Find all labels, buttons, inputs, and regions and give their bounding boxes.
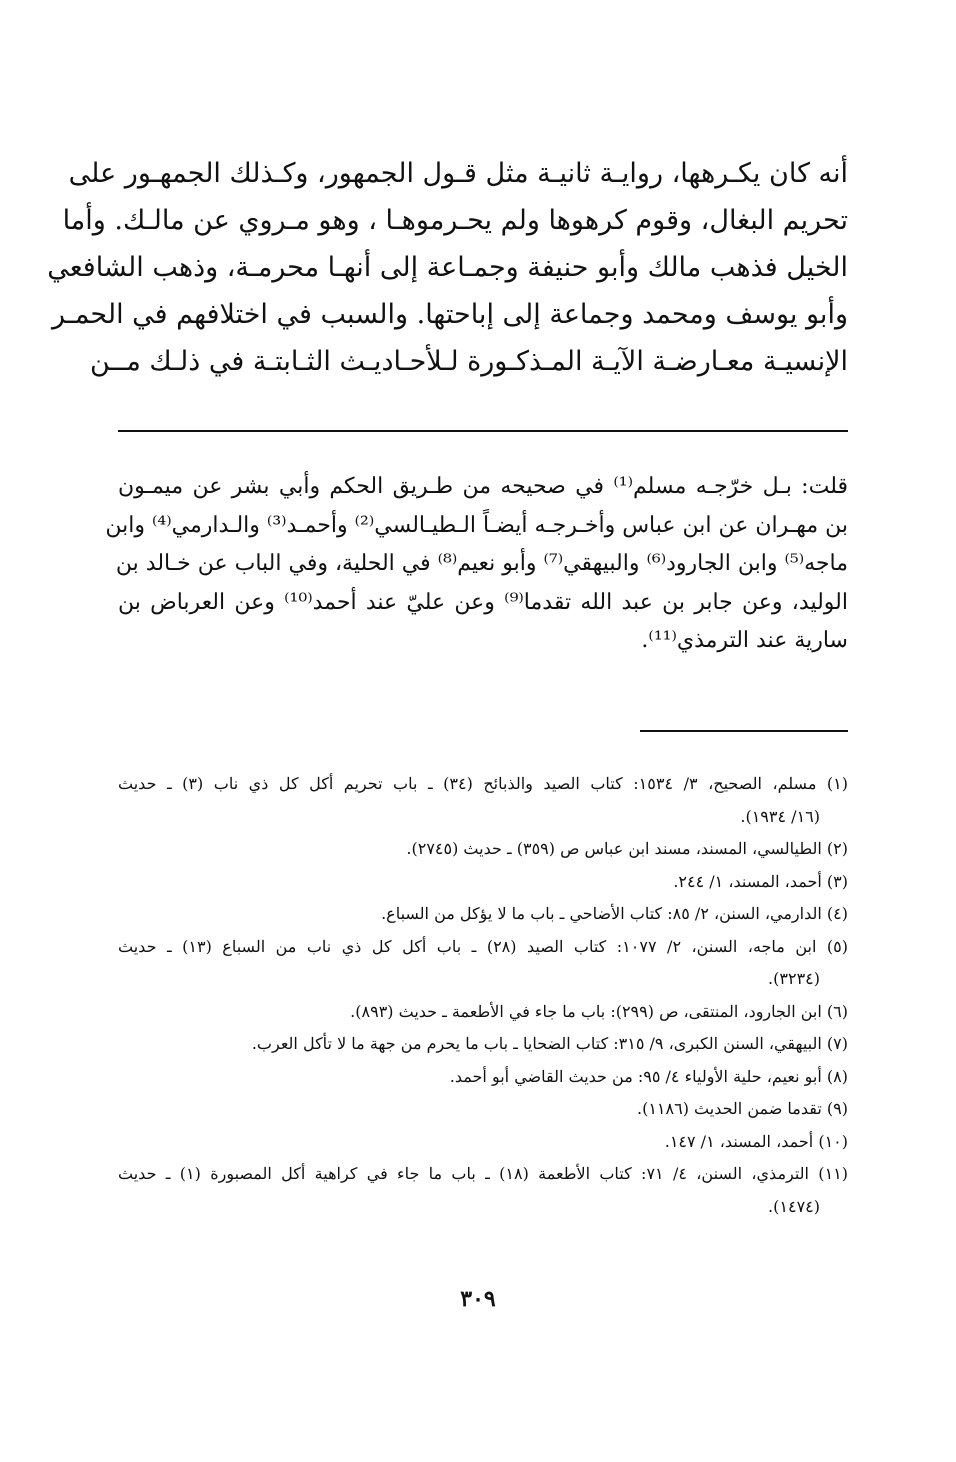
footnote-line: (٧) البيهقي، السنن الكبرى، ٩/ ٣١٥: كتاب الضحايا ـ باب ما يحرم من جهة ما لا تأكل العرب. — [251, 1034, 848, 1053]
main-text-line: تحريم البغال، وقوم كرهوها ولم يحـرموهـا ، وهو مـروي عن مالـك. وأما — [62, 205, 848, 236]
footnote-line: (١٦/ ١٩٣٤). — [740, 806, 820, 826]
main-text-line: الخيل فذهب مالك وأبو حنيفة وجمـاعة إلى أنهـا محرمـة، وذهب الشافعي — [47, 252, 848, 283]
main-text-line: أنه كان يكـرهها، روايـة ثانيـة مثل قـول الجمهور، وكـذلك الجمهـور على — [68, 158, 848, 189]
commentary-line: بن مهـران عن ابن عباس وأخـرجـه أيضـاً الـطيـالسي⁽²⁾ وأحمـد⁽³⁾ والـدارمي⁽⁴⁾ وابن — [105, 512, 848, 538]
commentary-line: الوليد، وعن جابر بن عبد الله تقدما⁽⁹⁾ وعن عليّ عند أحمد⁽¹⁰⁾ وعن العرباض بن — [118, 589, 848, 615]
commentary-line: قلت: بـل خرّجـه مسلم⁽¹⁾ في صحيحه من طـريق الحكم وأبي بشر عن ميمـون — [118, 474, 848, 499]
commentary-line: سارية عند الترمذي⁽¹¹⁾. — [641, 628, 848, 653]
footnote-line: (٤) الدارمي، السنن، ٢/ ٨٥: كتاب الأضاحي ـ باب ما لا يؤكل من السباع. — [381, 904, 848, 923]
page-number: ٣٠٩ — [460, 1286, 496, 1312]
footnote-line: (٥) ابن ماجه، السنن، ٢/ ١٠٧٧: كتاب الصيد (٢٨) ـ باب أكل كل ذي ناب من السباع (١٣) ـ حديث — [118, 936, 848, 956]
footnote-line: (١٤٧٤). — [768, 1196, 820, 1216]
footnote-line: (٣٢٣٤). — [768, 969, 820, 988]
main-text-line: وأبو يوسف ومحمد وجماعة إلى إباحتها. والسبب في اختلافهم في الحمـر — [52, 299, 848, 330]
main-body-text — [47, 150, 848, 385]
footnote-line: (١١) الترمذي، السنن، ٤/ ٧١: كتاب الأطعمة (١٨) ـ باب ما جاء في كراهية أكل المصبورة (١) ـ حديث — [118, 1164, 848, 1183]
footnote-line: (٣) أحمد، المسند، ١/ ٢٤٤. — [673, 871, 848, 891]
footnote-line: (١٠) أحمد، المسند، ١/ ١٤٧. — [664, 1131, 848, 1151]
footnote-line: (٨) أبو نعيم، حلية الأولياء ٤/ ٩٥: من حديث القاضي أبو أحمد. — [449, 1066, 848, 1086]
footnote-line: (٦) ابن الجارود، المنتقى، ص (٢٩٩): باب ما جاء في الأطعمة ـ حديث (٨٩٣). — [350, 1001, 848, 1021]
footnote-line: (٢) الطيالسي، المسند، مسند ابن عباس ص (٣٥٩) ـ حديث (٢٧٤٥). — [406, 839, 848, 858]
main-text-line: الإنسيـة معـارضـة الآيـة المـذكـورة لـلأحـاديـث الثـابتـة في ذلـك مــن — [89, 346, 848, 377]
footnotes-list — [118, 768, 848, 1223]
section-divider — [118, 430, 848, 432]
commentary-line: ماجه⁽⁵⁾ وابن الجارود⁽⁶⁾ والبيهقي⁽⁷⁾ وأبو نعيم⁽⁸⁾ في الحلية، وفي الباب عن خـالد بن — [115, 551, 848, 576]
footnote-divider — [640, 730, 848, 732]
commentary-text — [105, 468, 848, 661]
footnote-line: (٩) تقدما ضمن الحديث (١١٨٦). — [637, 1099, 848, 1118]
footnote-line: (١) مسلم، الصحيح، ٣/ ١٥٣٤: كتاب الصيد والذبائح (٣٤) ـ باب تحريم أكل كل ذي ناب (٣) ـ حديث — [118, 774, 849, 793]
